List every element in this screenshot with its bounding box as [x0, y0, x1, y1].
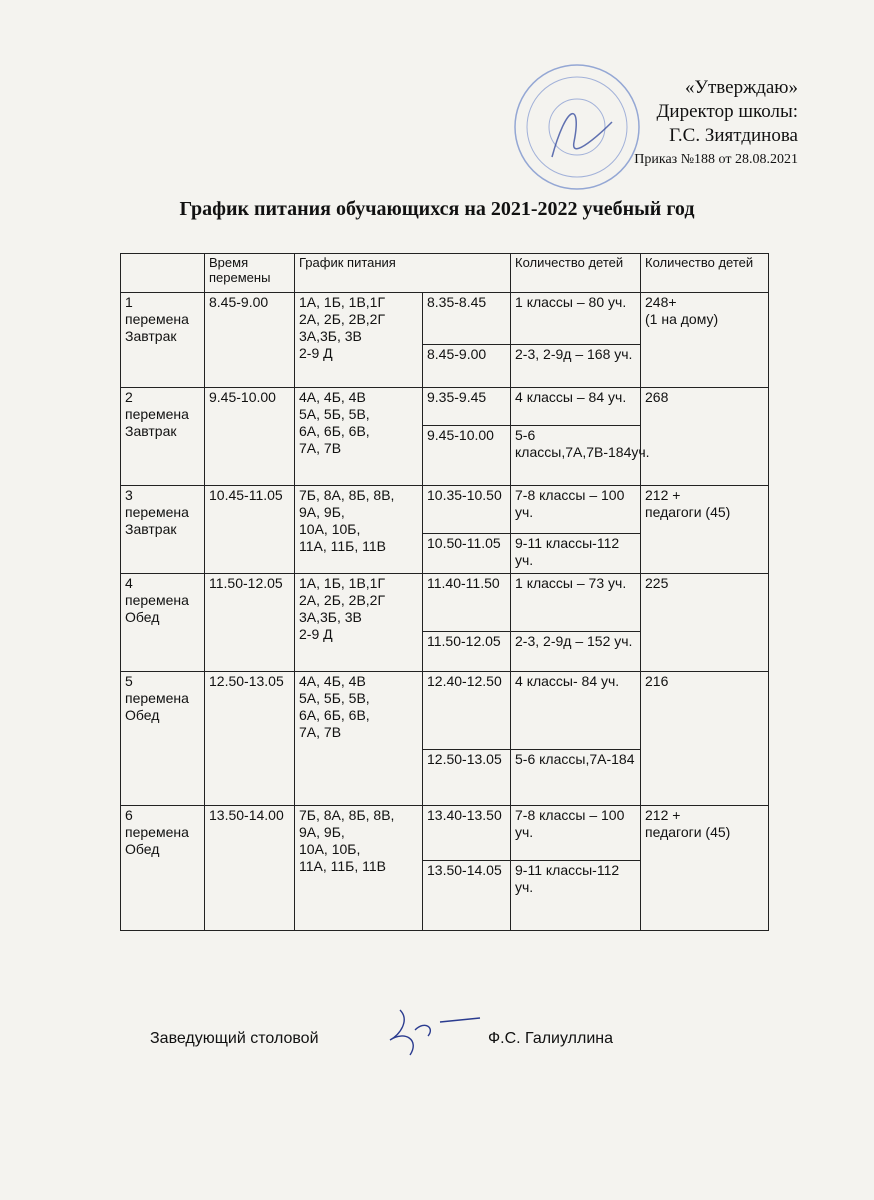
- count-cell: 7-8 классы – 100 уч.: [511, 486, 641, 534]
- header-cell: Количество детей: [511, 254, 641, 293]
- sub-time-cell: 12.50-13.05: [423, 750, 511, 806]
- school-stamp: [512, 62, 642, 192]
- count-cell: 4 классы – 84 уч.: [511, 388, 641, 426]
- total-cell: 216: [641, 672, 769, 806]
- table-row: [121, 388, 769, 426]
- break-cell: 5 перемена Обед: [121, 672, 205, 806]
- sub-time-cell: 8.35-8.45: [423, 293, 511, 345]
- table-row: [121, 672, 769, 750]
- time-cell: 11.50-12.05: [205, 574, 295, 672]
- time-cell: 8.45-9.00: [205, 293, 295, 388]
- schedule-table: [120, 253, 769, 931]
- approval-order: Приказ №188 от 28.08.2021: [634, 152, 798, 167]
- break-cell: 4 перемена Обед: [121, 574, 205, 672]
- document-title: График питания обучающихся на 2021-2022 учебный год: [179, 198, 695, 220]
- count-cell: 1 классы – 73 уч.: [511, 574, 641, 632]
- time-cell: 10.45-11.05: [205, 486, 295, 574]
- approval-title: «Утверждаю»: [685, 77, 798, 98]
- sub-time-cell: 13.40-13.50: [423, 806, 511, 861]
- header-cell: Количество детей: [641, 254, 769, 293]
- total-cell: 248+ (1 на дому): [641, 293, 769, 388]
- table-row: [121, 293, 769, 345]
- sub-time-cell: 9.45-10.00: [423, 426, 511, 486]
- classes-cell: 4А, 4Б, 4В 5А, 5Б, 5В, 6А, 6Б, 6В, 7А, 7В: [295, 388, 423, 486]
- time-cell: 9.45-10.00: [205, 388, 295, 486]
- count-cell: 7-8 классы – 100 уч.: [511, 806, 641, 861]
- count-cell: 4 классы- 84 уч.: [511, 672, 641, 750]
- header-cell: Время перемены: [205, 254, 295, 293]
- sub-time-cell: 8.45-9.00: [423, 345, 511, 388]
- table-row: [121, 574, 769, 632]
- header-cell: График питания: [295, 254, 511, 293]
- break-cell: 3 перемена Завтрак: [121, 486, 205, 574]
- classes-cell: 7Б, 8А, 8Б, 8В, 9А, 9Б, 10А, 10Б, 11А, 11Б, 11В: [295, 806, 423, 931]
- sub-time-cell: 13.50-14.05: [423, 861, 511, 931]
- classes-cell: 1А, 1Б, 1В,1Г 2А, 2Б, 2В,2Г 3А,3Б, 3В 2-9 Д: [295, 574, 423, 672]
- break-cell: 2 перемена Завтрак: [121, 388, 205, 486]
- footer-name: Ф.С. Галиуллина: [488, 1030, 613, 1047]
- time-cell: 13.50-14.00: [205, 806, 295, 931]
- total-cell: 212 + педагоги (45): [641, 806, 769, 931]
- count-cell: 5-6 классы,7А,7В-184уч.: [511, 426, 641, 486]
- signature-image: [380, 1000, 490, 1060]
- sub-time-cell: 12.40-12.50: [423, 672, 511, 750]
- count-cell: 9-11 классы-112 уч.: [511, 534, 641, 574]
- total-cell: 225: [641, 574, 769, 672]
- approval-director-name: Г.С. Зиятдинова: [669, 125, 798, 146]
- table-row: [121, 486, 769, 534]
- classes-cell: 1А, 1Б, 1В,1Г 2А, 2Б, 2В,2Г 3А,3Б, 3В 2-9 Д: [295, 293, 423, 388]
- classes-cell: 7Б, 8А, 8Б, 8В, 9А, 9Б, 10А, 10Б, 11А, 11Б, 11В: [295, 486, 423, 574]
- count-cell: 9-11 классы-112 уч.: [511, 861, 641, 931]
- header-cell: [121, 254, 205, 293]
- total-cell: 268: [641, 388, 769, 486]
- footer-position: Заведующий столовой: [150, 1030, 319, 1047]
- break-cell: 1 перемена Завтрак: [121, 293, 205, 388]
- table-header-row: [121, 254, 769, 293]
- count-cell: 2-3, 2-9д – 168 уч.: [511, 345, 641, 388]
- count-cell: 1 классы – 80 уч.: [511, 293, 641, 345]
- sub-time-cell: 10.35-10.50: [423, 486, 511, 534]
- total-cell: 212 + педагоги (45): [641, 486, 769, 574]
- sub-time-cell: 10.50-11.05: [423, 534, 511, 574]
- time-cell: 12.50-13.05: [205, 672, 295, 806]
- sub-time-cell: 11.40-11.50: [423, 574, 511, 632]
- table-row: [121, 806, 769, 861]
- sub-time-cell: 9.35-9.45: [423, 388, 511, 426]
- break-cell: 6 перемена Обед: [121, 806, 205, 931]
- approval-position: Директор школы:: [656, 101, 798, 122]
- count-cell: 5-6 классы,7А-184: [511, 750, 641, 806]
- sub-time-cell: 11.50-12.05: [423, 632, 511, 672]
- approval-block: [634, 76, 798, 172]
- count-cell: 2-3, 2-9д – 152 уч.: [511, 632, 641, 672]
- classes-cell: 4А, 4Б, 4В 5А, 5Б, 5В, 6А, 6Б, 6В, 7А, 7В: [295, 672, 423, 806]
